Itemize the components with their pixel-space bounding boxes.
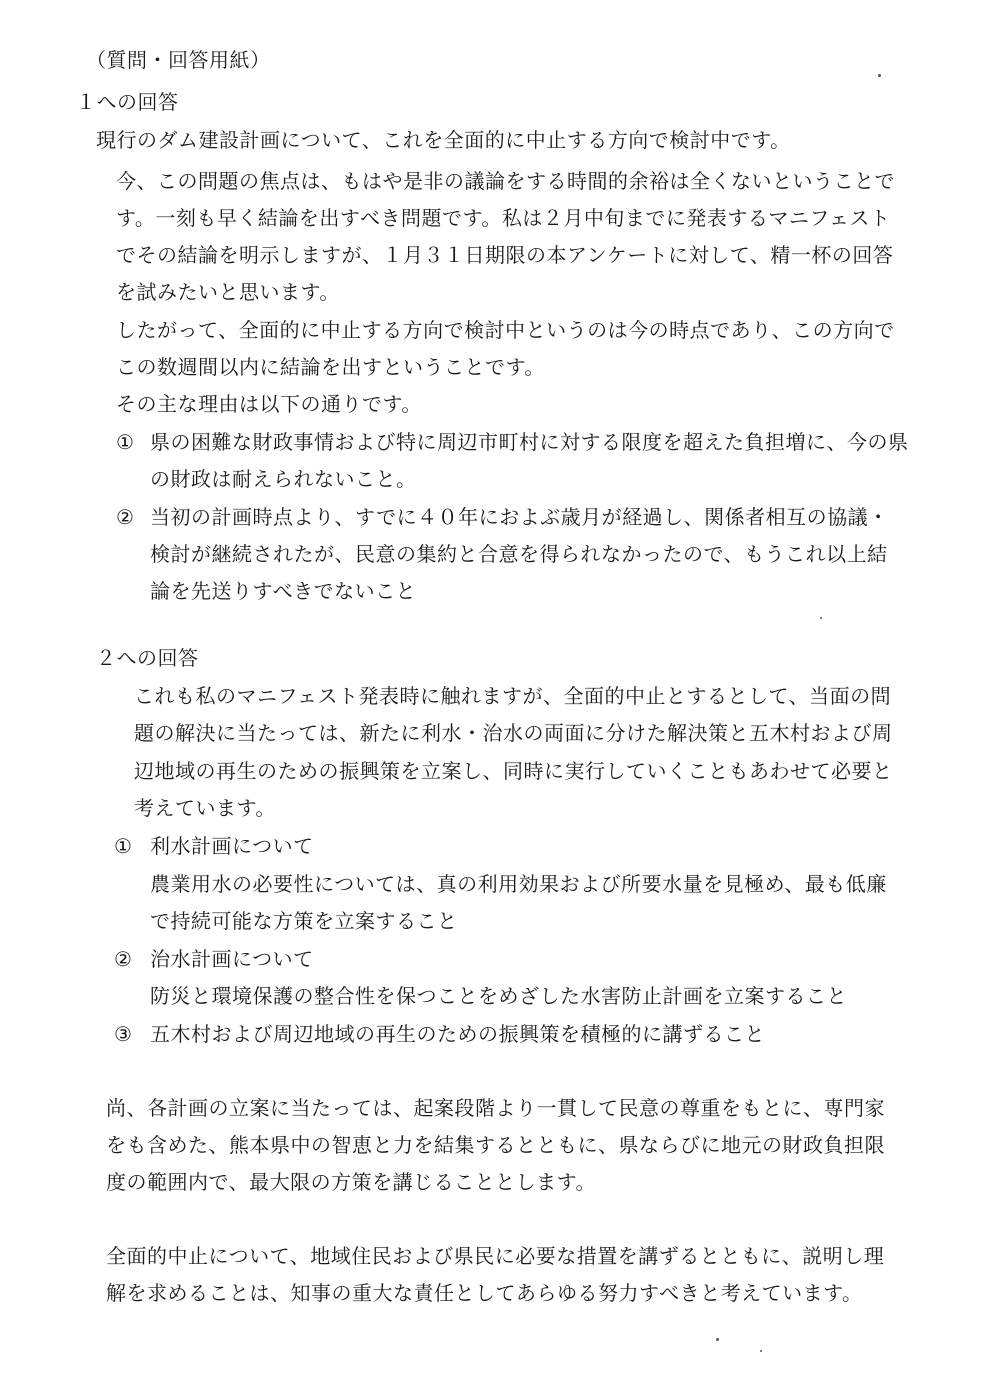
answer-1-para1-line: を試みたいと思います。 xyxy=(116,280,340,304)
reason-2-line: 検討が継続されたが、民意の集約と合意を得られなかったので、もうこれ以上結 xyxy=(150,542,888,566)
reason-2-marker: ② xyxy=(116,505,135,529)
item-1-marker: ① xyxy=(114,834,133,858)
answer-1-para2-line: したがって、全面的に中止する方向で検討中というのは今の時点であり、この方向で xyxy=(116,318,895,342)
answer-1-para2-line: この数週間以内に結論を出すということです。 xyxy=(116,355,545,379)
answer-1-heading: １への回答 xyxy=(76,90,179,114)
reason-1-line: の財政は耐えられないこと。 xyxy=(150,467,417,491)
item-1-body-line: で持続可能な方策を立案すること xyxy=(150,909,458,933)
closing-para1-line: をも含めた、熊本県中の智恵と力を結集するとともに、県ならびに地元の財政負担限 xyxy=(106,1133,885,1157)
scan-speck xyxy=(820,617,822,619)
reason-1-marker: ① xyxy=(116,430,135,454)
scan-speck xyxy=(878,74,881,77)
answer-2-intro-line: 辺地域の再生のための振興策を立案し、同時に実行していくこともあわせて必要と xyxy=(134,759,893,783)
scan-speck xyxy=(716,1338,719,1341)
answer-1-para1-line: でその結論を明示しますが、１月３１日期限の本アンケートに対して、精一杯の回答 xyxy=(116,243,894,267)
reason-1-line: 県の困難な財政事情および特に周辺市町村に対する限度を超えた負担増に、今の県 xyxy=(150,430,909,454)
answer-1-para1-line: す。一刻も早く結論を出すべき問題です。私は２月中旬までに発表するマニフェスト xyxy=(116,206,891,230)
answer-2-intro-line: 題の解決に当たっては、新たに利水・治水の両面に分けた解決策と五木村および周 xyxy=(134,721,893,745)
reason-2-line: 論を先送りすべきでないこと xyxy=(150,579,417,603)
answer-1-para1-line: 今、この問題の焦点は、もはや是非の議論をする時間的余裕は全くないということで xyxy=(116,169,895,193)
reason-2-line: 当初の計画時点より、すでに４０年におよぶ歳月が経過し、関係者相互の協議・ xyxy=(150,505,889,529)
answer-1-summary: 現行のダム建設計画について、これを全面的に中止する方向で検討中です。 xyxy=(96,128,791,152)
answer-2-intro-line: これも私のマニフェスト発表時に触れますが、全面的中止とするとして、当面の問 xyxy=(134,684,892,708)
item-2-body-line: 防災と環境保護の整合性を保つことをめざした水害防止計画を立案すること xyxy=(150,984,847,1008)
closing-para1-line: 度の範囲内で、最大限の方策を講じることとします。 xyxy=(106,1170,596,1194)
item-3-marker: ③ xyxy=(114,1022,133,1046)
closing-para1-line: 尚、各計画の立案に当たっては、起案段階より一貫して民意の尊重をもとに、専門家 xyxy=(106,1096,885,1120)
reasons-intro: その主な理由は以下の通りです。 xyxy=(116,392,422,416)
item-2-marker: ② xyxy=(114,947,133,971)
closing-para2-line: 全面的中止について、地域住民および県民に必要な措置を講ずるとともに、説明し理 xyxy=(106,1244,885,1268)
form-label: （質問・回答用紙） xyxy=(86,48,271,72)
scan-speck xyxy=(760,1350,762,1352)
closing-para2-line: 解を求めることは、知事の重大な責任としてあらゆる努力すべきと考えています。 xyxy=(106,1281,863,1305)
item-2-title: 治水計画について xyxy=(150,947,314,971)
answer-2-heading: ２への回答 xyxy=(96,646,199,670)
item-1-title: 利水計画について xyxy=(150,834,314,858)
item-1-body-line: 農業用水の必要性については、真の利用効果および所要水量を見極め、最も低廉 xyxy=(150,872,887,896)
answer-2-intro-line: 考えています。 xyxy=(134,796,276,820)
item-3-title: 五木村および周辺地域の再生のための振興策を積極的に講ずること xyxy=(150,1022,765,1046)
